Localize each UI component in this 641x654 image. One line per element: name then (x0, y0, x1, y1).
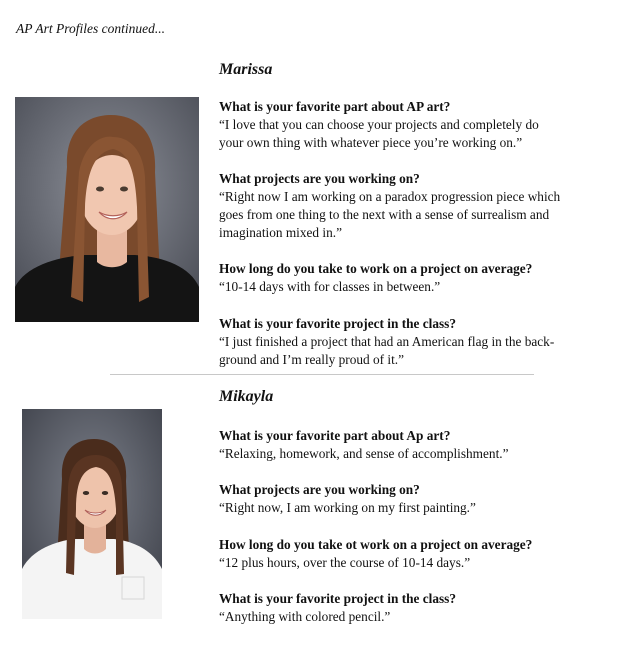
answer-line: ground and I’m really proud of it.” (219, 352, 404, 367)
answer-line: “10-14 days with for classes in between.” (219, 279, 441, 294)
answer-line: goes from one thing to the next with a sense of surrealism and (219, 207, 550, 222)
question: How long do you take ot work on a project on average? (219, 537, 533, 552)
question: What is your favorite project in the class? (219, 316, 456, 331)
question: What projects are you working on? (219, 171, 420, 186)
question: What is your favorite part about Ap art? (219, 428, 451, 443)
mikayla-qa-4 (219, 590, 456, 626)
marissa-portrait-photo (15, 97, 199, 322)
answer-line: imagination mixed in.” (219, 225, 342, 240)
mikayla-qa-1 (219, 427, 509, 463)
mikayla-qa-3 (219, 536, 532, 572)
mikayla-portrait-photo (22, 409, 162, 619)
question: What is your favorite project in the class? (219, 591, 456, 606)
answer-line: “I just finished a project that had an American flag in the back- (219, 334, 555, 349)
marissa-qa-2 (219, 170, 560, 242)
answer-line: “Right now, I am working on my first painting.” (219, 500, 476, 515)
answer-line: “I love that you can choose your projects and completely do (219, 117, 539, 132)
question: What projects are you working on? (219, 482, 420, 497)
profile-name-mikayla: Mikayla (219, 388, 274, 405)
question: What is your favorite part about AP art? (219, 99, 451, 114)
answer-line: “12 plus hours, over the course of 10-14 days.” (219, 555, 471, 570)
question: How long do you take to work on a project on average? (219, 261, 533, 276)
section-divider (110, 374, 534, 375)
mikayla-qa-2 (219, 481, 476, 517)
marissa-qa-3 (219, 260, 532, 296)
answer-line: “Right now I am working on a paradox progression piece which (219, 189, 561, 204)
answer-line: “Anything with colored pencil.” (219, 609, 391, 624)
profile-name-marissa: Marissa (219, 61, 273, 78)
marissa-qa-4 (219, 315, 554, 369)
answer-line: “Relaxing, homework, and sense of accomplishment.” (219, 446, 509, 461)
answer-line: your own thing with whatever piece you’re working on.” (219, 135, 523, 150)
marissa-qa-1 (219, 98, 539, 152)
page-header: AP Art Profiles continued... (16, 21, 165, 36)
